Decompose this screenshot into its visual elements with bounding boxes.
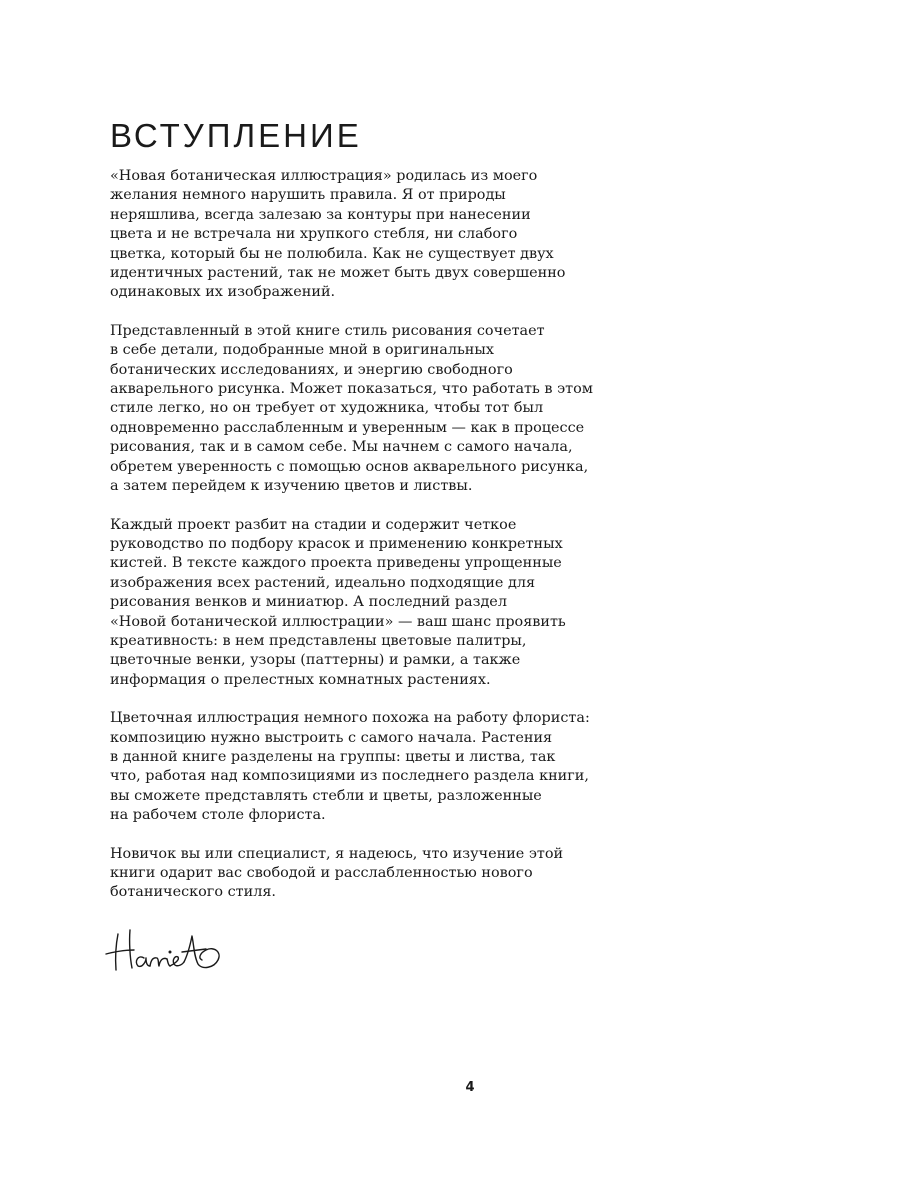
text-line: акварельного рисунка. Может показаться, что работать в этом: [110, 381, 593, 398]
paragraph-1: [110, 167, 590, 303]
text-line: Представленный в этой книге стиль рисования сочетает: [110, 322, 545, 339]
text-line: ботанического стиля.: [110, 884, 276, 901]
text-line: «Новая ботаническая иллюстрация» родилась из моего: [110, 168, 538, 184]
text-line: в данной книге разделены на группы: цветы и листва, так: [110, 748, 556, 765]
text-line: цветочные венки, узоры (паттерны) и рамки, а также: [110, 652, 521, 669]
text-line: идентичных растений, так не может быть двух совершенно: [110, 265, 566, 282]
text-line: что, работая над композициями из последнего раздела книги,: [110, 768, 589, 785]
text-line: «Новой ботанической иллюстрации» — ваш шанс проявить: [110, 613, 566, 630]
text-line: обретем уверенность с помощью основ акварельного рисунка,: [110, 458, 589, 475]
text-line: на рабочем столе флориста.: [110, 807, 326, 824]
paragraph-2: [110, 322, 593, 497]
text-line: цветка, который бы не полюбила. Как не существует двух: [110, 245, 554, 262]
text-line: ботанических исследованиях, и энергию свободного: [110, 361, 513, 378]
text-line: креативность: в нем представлены цветовые палитры,: [110, 632, 527, 649]
body-text: [110, 167, 593, 922]
text-line: изображения всех растений, идеально подходящие для: [110, 574, 536, 591]
text-line: одновременно расслабленным и уверенным — как в процессе: [110, 419, 585, 436]
text-line: одинаковых их изображений.: [110, 284, 336, 301]
handwritten-signature: [104, 922, 228, 978]
text-line: книги одарит вас свободой и расслабленностью нового: [110, 865, 533, 881]
text-line: Новичок вы или специалист, я надеюсь, что изучение этой: [110, 845, 564, 862]
text-line: Каждый проект разбит на стадии и содержит четкое: [110, 516, 517, 533]
paragraph-5: [110, 845, 590, 903]
text-line: кистей. В тексте каждого проекта приведены упрощенные: [110, 555, 562, 572]
paragraph-3: [110, 516, 590, 691]
page-number-text: 4: [465, 1080, 475, 1095]
paragraph-4: [110, 709, 590, 825]
text-line: рисования венков и миниатюр. А последний раздел: [110, 594, 507, 611]
text-line: композицию нужно выстроить с самого начала. Растения: [110, 729, 553, 746]
text-line: цвета и не встречала ни хрупкого стебля, ни слабого: [110, 226, 518, 243]
text-line: а затем перейдем к изучению цветов и листвы.: [110, 478, 473, 495]
text-line: вы сможете представлять стебли и цветы, разложенные: [110, 787, 542, 804]
page-title: ВСТУПЛЕНИЕ: [110, 117, 362, 154]
text-line: рисования, так и в самом себе. Мы начнем с самого начала,: [110, 439, 573, 456]
text-line: Цветочная иллюстрация немного похожа на работу флориста:: [110, 710, 590, 727]
page-number: [0, 1080, 900, 1095]
text-line: желания немного нарушить правила. Я от природы: [110, 187, 506, 204]
text-line: руководство по подбору красок и применению конкретных: [110, 535, 563, 552]
text-line: информация о прелестных комнатных растениях.: [110, 671, 491, 688]
text-line: в себе детали, подобранные мной в оригинальных: [110, 342, 494, 359]
text-line: стиле легко, но он требует от художника, чтобы тот был: [110, 400, 544, 417]
text-line: неряшлива, всегда залезаю за контуры при нанесении: [110, 206, 531, 223]
